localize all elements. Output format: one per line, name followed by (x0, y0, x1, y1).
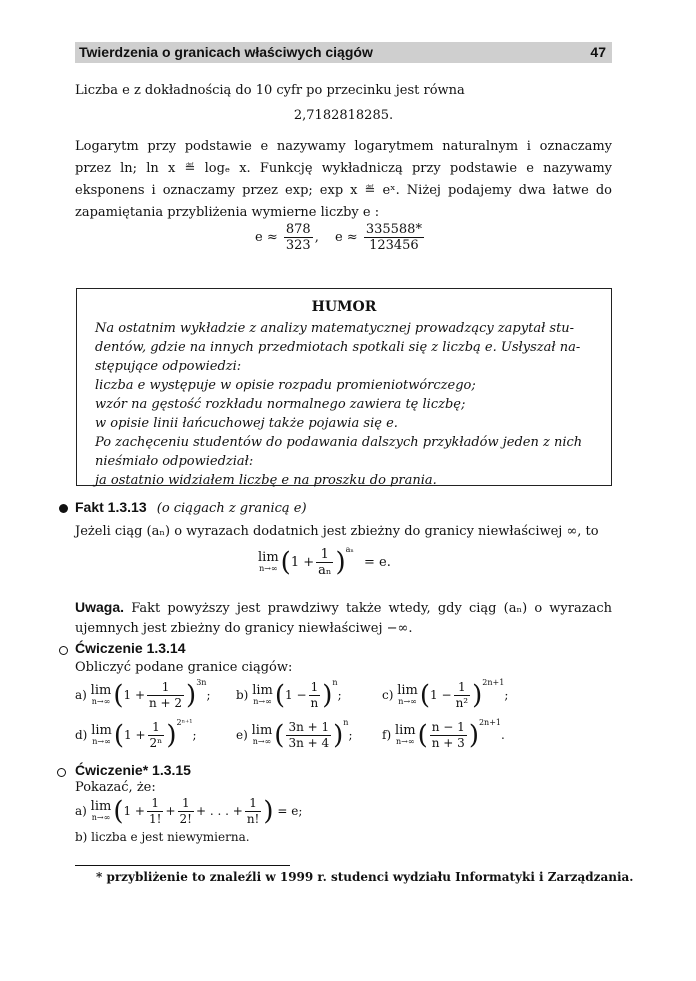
lim-word: lim (252, 682, 273, 698)
approx1-den: 323 (285, 238, 311, 253)
cw15-label: Ćwiczenie* 1.3.15 (75, 762, 191, 778)
lim-operator (91, 722, 112, 747)
item-end: ; (504, 688, 509, 702)
item-sign: + (134, 688, 145, 702)
lim-operator (90, 798, 112, 823)
uwaga-paragraph (75, 597, 612, 639)
item-den: n (310, 696, 319, 710)
item-den: n + 3 (431, 736, 465, 750)
item-num: 1 (147, 680, 184, 696)
lim-sub: n→∞ (396, 736, 415, 746)
item-den: n² (455, 696, 469, 710)
lim-sub: n→∞ (398, 696, 417, 706)
item-num: 3n + 1 (288, 720, 330, 734)
series-num: 1 (245, 796, 262, 812)
fakt-label: Fakt 1.3.13 (75, 499, 147, 515)
item-den: 3n + 4 (288, 736, 330, 750)
item-tag: f) (382, 728, 392, 742)
humor-line: Na ostatnim wykładzie z analizy matematycznej prowadzący zapytał stu- (95, 321, 575, 336)
item-tag: a) (75, 688, 87, 702)
item-end: . (501, 728, 505, 742)
lim-word: lim (90, 682, 112, 698)
cw14-item-a: a) lim n→∞ (1 + $\frac{1}{n + 2}$ )$^{3n}$; (75, 678, 211, 711)
lim-sub: n→∞ (91, 812, 111, 822)
footnote-rule (75, 865, 290, 866)
fakt-exp: aₙ (345, 545, 354, 554)
page-header (75, 42, 612, 63)
series-num: 1 (147, 796, 163, 812)
item-sign: − (296, 688, 307, 702)
item-den: n + 2 (149, 696, 183, 710)
approx1-num: 878 (285, 222, 311, 237)
fakt-text: Jeżeli ciąg (aₙ) o wyrazach dodatnich jest zbieżny do granicy niewłaściwej ∞, to (75, 524, 599, 539)
lim-word: lim (90, 798, 112, 814)
fakt-fraction (316, 547, 333, 578)
item-tag: b) (236, 688, 249, 702)
approx2-den: 123456 (369, 238, 419, 253)
cw14-item-b: b) lim n→∞ (1 − $\frac{1}{n}$ )$^n$; (236, 678, 342, 711)
humor-line: liczba e występuje w opisie rozpadu promieniotwórczego; (95, 378, 476, 393)
item-exp: 2n+1 (482, 678, 505, 687)
e-value: 2,7182818285. (293, 108, 394, 123)
cw14-item-c: c) lim n→∞ (1 − $\frac{1}{\text{n²}}$ )$^{2n+1}$; (382, 678, 509, 711)
lim-word: lim (394, 722, 416, 738)
lim-word: lim (91, 722, 112, 738)
item-sign: + (135, 728, 146, 742)
lim-sub: n→∞ (259, 563, 278, 573)
section-title: Twierdzenia o granicach właściwych ciągów (79, 44, 373, 60)
intro-line: Liczba e z dokładnością do 10 cyfr po przecinku jest równa (75, 83, 465, 98)
lim-operator (394, 722, 416, 747)
item-end: ; (348, 728, 353, 742)
item-num: 1 (454, 680, 471, 696)
item-sign: − (441, 688, 452, 702)
item-num: 1 (148, 720, 165, 736)
item-end: ; (206, 688, 211, 702)
filled-bullet-icon (59, 504, 68, 513)
humor-line: Po zachęceniu studentów do podawania dalszych przykładów jeden z nich (95, 435, 583, 450)
item-exp: 3n (196, 678, 207, 687)
approx2-fraction (364, 222, 424, 253)
lim-operator (258, 549, 279, 574)
humor-line: wzór na gęstość rozkładu normalnego zawiera tę liczbę; (95, 397, 466, 412)
lim-sub: n→∞ (253, 696, 272, 706)
fakt-heading (75, 499, 307, 516)
item-num: n − 1 (431, 720, 465, 734)
cw14-item-f: f) lim n→∞ ( $\frac{n - 1}{n + 3}$ )$^{2n+1}$. (382, 718, 505, 751)
item-end: ; (337, 688, 342, 702)
cw15-item-b: b) liczba e jest niewymierna. (75, 830, 250, 844)
cw14-label: Ćwiczenie 1.3.14 (75, 640, 186, 656)
uwaga-label: Uwaga. (75, 599, 125, 615)
cw14-item-e: e) lim n→∞ ( $\frac{3n + 1}{3n + 4}$ )$^n$; (236, 718, 353, 751)
approx1-lhs: e ≈ (255, 230, 278, 245)
humor-title: HUMOR (311, 299, 377, 315)
item-den: 2ⁿ (149, 736, 163, 750)
item-exp: n (343, 718, 349, 727)
log-paragraph: Logarytm przy podstawie e nazywamy logarytmem naturalnym i oznaczamy przez ln; ln x ≝ logₑ x. Funkcję wykładniczą przy podstawie e nazywamy eksponens i oznaczamy przez exp; exp x ≝ eˣ. Niżej podajemy dwa łatwe do zapamiętania przybliżenia wymierne liczby e : (75, 139, 612, 220)
humor-line: w opisie linii łańcuchowej także pojawia się e. (95, 416, 398, 431)
fakt-rhs: = e. (364, 555, 391, 570)
item-num: 1 (309, 680, 321, 696)
item-tag: e) (236, 728, 248, 742)
cw14-item-d: d) lim n→∞ (1 + $\frac{1}{\text{2ⁿ}}$ )$^{2^{n+1}}$; (75, 718, 197, 751)
item-tag: c) (382, 688, 394, 702)
humor-body (77, 319, 611, 490)
approximations: e ≈ $\frac{878}{323}$ , e ≈ $\frac{335588*}{123456}$ (255, 222, 422, 253)
series-den: 2! (179, 812, 192, 826)
fakt-den: aₙ (318, 563, 332, 578)
approx2-lhs: e ≈ (334, 230, 358, 245)
page-number: 47 (590, 44, 606, 60)
item-exp: n (332, 678, 338, 687)
item-end: ; (192, 728, 197, 742)
lim-operator (251, 722, 273, 747)
series-term: 1 + (123, 804, 145, 818)
hollow-bullet-icon (57, 768, 66, 777)
fakt-subtitle: (o ciągach z granicą e) (156, 501, 307, 516)
footnote: * przybliżenie to znaleźli w 1999 r. studenci wydziału Informatyki i Zarządzania. (96, 870, 634, 884)
lim-word: lim (397, 682, 418, 698)
fakt-num: 1 (316, 547, 333, 563)
fakt-formula: lim n→∞ (1 + $\frac{1}{\text{aₙ}}$ )$^{a_n}$ = e. (258, 545, 391, 578)
item-exp: 2n+1 (478, 718, 502, 727)
humor-line: dentów, gdzie na innych przedmiotach spotkali się z liczbą e. Usłyszał na- (95, 340, 581, 355)
lim-sub: n→∞ (92, 736, 111, 746)
approx1-fraction (284, 222, 313, 253)
lim-operator (90, 682, 112, 707)
lim-word: lim (258, 549, 279, 565)
cw14-prompt: Obliczyć podane granice ciągów: (75, 660, 293, 675)
humor-line: nieśmiało odpowiedział: (95, 454, 254, 469)
cw15-prompt: Pokazać, że: (75, 780, 156, 795)
lim-word: lim (251, 722, 273, 738)
item-tag: a) (75, 804, 87, 818)
series-den: n! (246, 812, 260, 826)
series-term: + . . . + (196, 804, 243, 818)
series-den: 1! (149, 812, 162, 826)
lim-sub: n→∞ (252, 736, 272, 746)
uwaga-text: Fakt powyższy jest prawdziwy także wtedy, gdy ciąg (aₙ) o wyrazach ujemnych jest zbieżny do granicy niewłaściwej −∞. (75, 601, 612, 636)
series-term: + (165, 804, 176, 818)
series-num: 1 (178, 796, 194, 812)
hollow-bullet-icon (59, 646, 68, 655)
item-tag: d) (75, 728, 88, 742)
lim-operator (397, 682, 418, 707)
cw15-item-a: a) lim n→∞ (1 + $\frac{1}{1!}$ + $\frac{1}{2!}$ + . . . + $\frac{1}{n!}$ ) = e; (75, 796, 303, 827)
humor-line: stępujące odpowiedzi: (95, 359, 242, 374)
series-rhs: = e; (277, 804, 303, 818)
lim-sub: n→∞ (91, 696, 111, 706)
approx2-num: 335588* (365, 222, 422, 237)
lim-operator (252, 682, 273, 707)
humor-box (76, 288, 612, 486)
item-exp: 2ⁿ⁺¹ (176, 718, 193, 727)
humor-line: ja ostatnio widziałem liczbę e na proszku do prania. (95, 473, 437, 488)
